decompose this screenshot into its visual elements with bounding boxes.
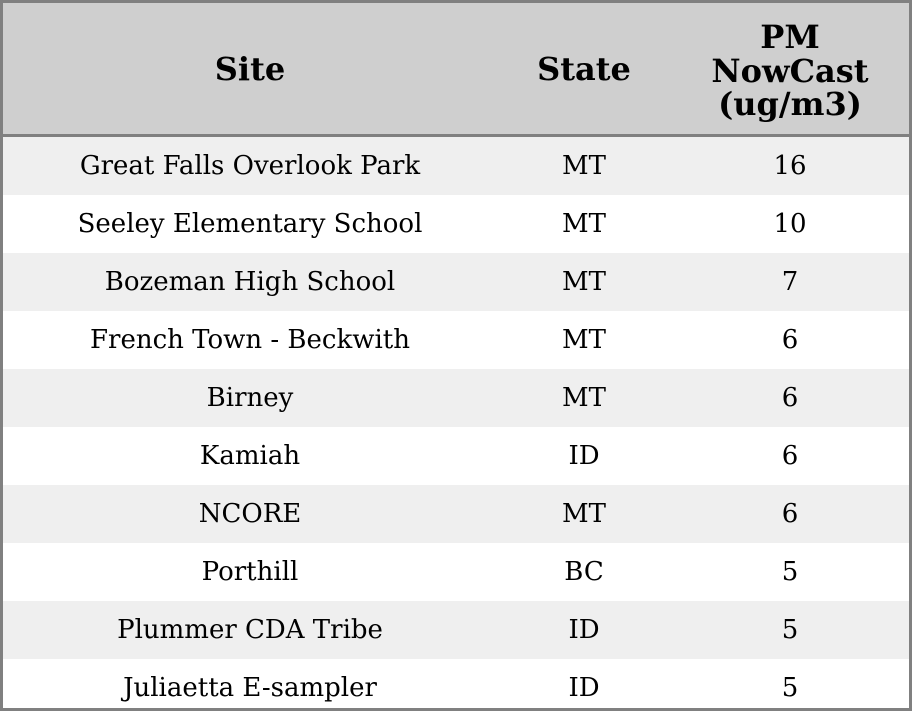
- header-state: State: [497, 3, 671, 136]
- cell-site: Seeley Elementary School: [3, 195, 497, 253]
- table-row: [3, 253, 909, 311]
- table-row: [3, 659, 909, 711]
- pm-nowcast-table: [3, 3, 909, 711]
- cell-site: NCORE: [3, 485, 497, 543]
- table-row: [3, 311, 909, 369]
- cell-site: Porthill: [3, 543, 497, 601]
- cell-pm: 6: [671, 311, 909, 369]
- cell-site: Kamiah: [3, 427, 497, 485]
- header-pm-nowcast: [671, 3, 909, 136]
- cell-pm: 16: [671, 136, 909, 196]
- cell-state: MT: [497, 195, 671, 253]
- header-pm-line-3: (ug/m3): [718, 85, 862, 124]
- table-row: [3, 543, 909, 601]
- cell-pm: 6: [671, 369, 909, 427]
- cell-pm: 6: [671, 427, 909, 485]
- cell-site: Plummer CDA Tribe: [3, 601, 497, 659]
- cell-state: ID: [497, 601, 671, 659]
- header-pm-line-2: NowCast: [711, 51, 869, 90]
- table-header: [3, 3, 909, 136]
- cell-pm: 10: [671, 195, 909, 253]
- cell-site: Juliaetta E-sampler: [3, 659, 497, 711]
- cell-pm: 6: [671, 485, 909, 543]
- cell-site: Bozeman High School: [3, 253, 497, 311]
- cell-state: ID: [497, 659, 671, 711]
- table-row: [3, 427, 909, 485]
- header-pm-line-1: PM: [760, 18, 820, 57]
- table-body: [3, 136, 909, 711]
- header-site: Site: [3, 3, 497, 136]
- cell-pm: 5: [671, 659, 909, 711]
- table-row: [3, 601, 909, 659]
- header-row: [3, 3, 909, 136]
- cell-site: Birney: [3, 369, 497, 427]
- table-row: [3, 369, 909, 427]
- cell-site: Great Falls Overlook Park: [3, 136, 497, 196]
- cell-pm: 7: [671, 253, 909, 311]
- cell-state: MT: [497, 369, 671, 427]
- cell-site: French Town - Beckwith: [3, 311, 497, 369]
- cell-state: ID: [497, 427, 671, 485]
- table-row: [3, 195, 909, 253]
- cell-state: MT: [497, 136, 671, 196]
- cell-pm: 5: [671, 601, 909, 659]
- cell-state: MT: [497, 311, 671, 369]
- cell-state: BC: [497, 543, 671, 601]
- table-row: [3, 136, 909, 196]
- cell-state: MT: [497, 485, 671, 543]
- cell-state: MT: [497, 253, 671, 311]
- cell-pm: 5: [671, 543, 909, 601]
- table-row: [3, 485, 909, 543]
